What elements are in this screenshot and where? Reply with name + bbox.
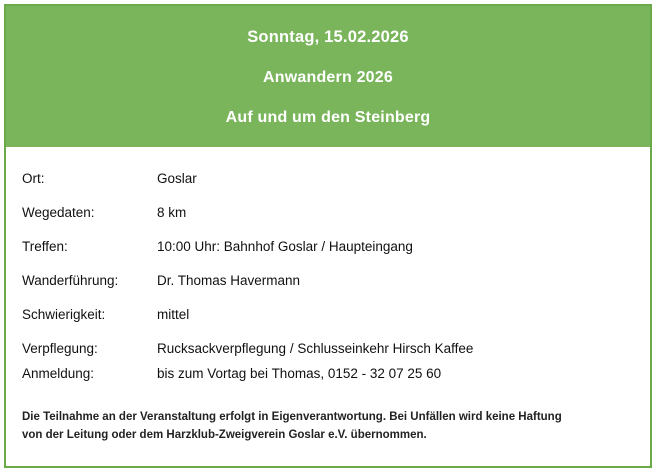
detail-list — [22, 171, 634, 391]
detail-value: Goslar — [157, 171, 197, 186]
detail-value: 8 km — [157, 205, 187, 220]
detail-label: Schwierigkeit: — [22, 307, 106, 322]
disclaimer-text — [22, 409, 634, 445]
detail-value: bis zum Vortag bei Thomas, 0152 - 32 07 25 60 — [157, 366, 442, 381]
detail-value: mittel — [157, 307, 190, 322]
detail-row-ort — [22, 171, 634, 186]
detail-row-verpflegung — [22, 341, 634, 356]
detail-value: Rucksackverpflegung / Schlusseinkehr Hirsch Kaffee — [157, 341, 474, 356]
detail-label: Ort: — [22, 171, 45, 186]
event-date: Sonntag, 15.02.2026 — [247, 28, 409, 46]
card-body — [6, 147, 650, 466]
event-title: Anwandern 2026 — [263, 69, 393, 86]
detail-value: 10:00 Uhr: Bahnhof Goslar / Haupteingang — [157, 239, 413, 254]
detail-label: Verpflegung: — [22, 341, 98, 356]
disclaimer-line-1: Die Teilnahme an der Veranstaltung erfolgt in Eigenverantwortung. Bei Unfällen wird keine Haftung — [22, 411, 562, 423]
detail-label: Wegedaten: — [22, 205, 95, 220]
event-subtitle: Auf und um den Steinberg — [225, 109, 431, 126]
detail-row-wanderfuehrung — [22, 273, 634, 288]
detail-row-treffen — [22, 239, 634, 254]
card-header — [6, 6, 650, 147]
detail-label: Wanderführung: — [22, 273, 119, 288]
detail-label: Anmeldung: — [22, 366, 95, 381]
event-card — [4, 4, 652, 468]
detail-row-anmeldung — [22, 366, 634, 381]
detail-label: Treffen: — [22, 239, 68, 254]
detail-row-wegedaten — [22, 205, 634, 220]
detail-row-schwierigkeit — [22, 307, 634, 322]
detail-value: Dr. Thomas Havermann — [157, 273, 301, 288]
disclaimer-line-2: von der Leitung oder dem Harzklub-Zweigverein Goslar e.V. übernommen. — [22, 428, 427, 441]
